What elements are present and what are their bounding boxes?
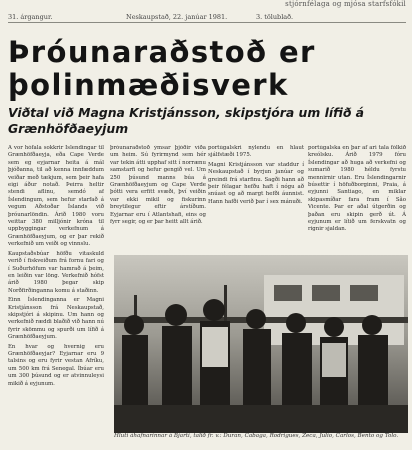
column-paragraph: portúgalska en þar af ari tala fólkið kreólsku. Árið 1979 fóru Íslendingar að huga að verkefni og sumarið 1980 héldu fyrstu mennirnir utan. Eru Íslendingarnir búsettir í höfuðborginni, Praia, á eyjunni Santiago, en miklar skipasmíðar fara fram í São Vicente. Þar er aðal útgerðin og þaðan eru skipin gerð út. Á eyjunum er lítið um ferskvatn og rignir sjaldan. xyxy=(308,145,406,233)
article-column-3 xyxy=(208,145,304,245)
column-paragraph: Einn Íslendinganna er Magni Kristjánsson frá Neskaupstað, skipstjóri á skipinu. Um hann og verkefnið ræddi blaðið við hann nú fyrir skömmu og spurði um lífið á Grænhöfðaeyjum. xyxy=(8,297,104,341)
crew-photo xyxy=(114,255,408,433)
masthead-row xyxy=(8,11,406,23)
crew-photo-image xyxy=(114,255,408,433)
column-paragraph: Magni Kristjánsson var staddur í Neskaupstað í byrjun janúar og greindi frá starfinu. Sagði hann að þeir félagar hefðu haft í nógu að snúast og að margt hefði áunnist. Hann hafði verið þar í sex mánuði. xyxy=(208,161,304,205)
issue-date: Neskaupstað, 22. janúar 1981. xyxy=(126,13,228,21)
column-paragraph: portúgalskri nýlendu en hlaut sjálfstæði 1975. xyxy=(208,145,304,159)
column-paragraph: En hvar og hvernig eru Grænhöfðaeyjar? Eyjarnar eru 9 talsins og eru fyrir vestan Afríku, um 500 km frá Senegal. Íbúar eru um 300 þúsund og er atvinnuleysi mikið á eyjunum. xyxy=(8,343,104,387)
article-column-1 xyxy=(8,145,104,443)
article-column-4 xyxy=(308,145,406,253)
article-column-2 xyxy=(110,145,206,253)
issue-number: 31. árgangur. xyxy=(8,13,53,21)
column-paragraph: þróunaraðstoð ýmsar þjóðir víða um heim. Sú fyrirmynd sem hér var tekin átti upphaf sitt í norrænu samstarfi og hefur gengið vel. Um 250 þúsund manns búa á Grænhöfðaeyjum og Cape Verde þótti vera erfitt svæði, því veiðin var ekki mikil og fiskurinn breytilegur eftir árstíðum. Eyjarnar eru í Atlantshafi, eins og fyrr segir, og er þar heitt allt árið. xyxy=(110,145,206,226)
column-paragraph: Kaupstaðsbúar höfðu vitaskuld verið í fiskveiðum frá fornu fari og í Suðurhöfum var hamrað á þeim, en leiðin var löng. Verkefnið hófst árið 1980 þegar skip Norðfirðinganna komu á staðinn. xyxy=(8,250,104,294)
issue-page: 3. tölublað. xyxy=(256,13,294,21)
top-strip-text: stjórnfélaga og mjósa starfsfókil xyxy=(285,0,406,8)
photo-caption: Hluti áhafnarinnar á Bjarti, talið fr. v.: Duran, Cabaga, Rodrigues, Zeca, Julio, Carlos, Bento og Tolo. xyxy=(114,433,399,439)
article-headline: Þróunaraðstoð er þolinmæðisverk xyxy=(8,35,316,102)
article-subheadline: Viðtal við Magna Kristjánsson, skipstjóra um lífið á Grænhöfðaeyjum xyxy=(8,105,365,136)
column-paragraph: Á vor hófala sokkrir Íslendingar til Grænhöfðaeyja, eða Cape Verde sem eg eyjarnar heita á mál þjóðanna, til að kenna innfæddum veiðar með tækjum, sem þeir hafa eigi áður notað. Þeirra heltir stendi aflinu, semdó af Íslendingum, sem hefur starfað á vegum Aðstoðar Íslands við þróunarlöndin. Árið 1980 voru veittar 380 milljónir króna til uppbyggingar verkefnum á Grænhöfðaeyjum, og er þar rekið verkefnið um veiði og vinnslu. xyxy=(8,145,104,248)
